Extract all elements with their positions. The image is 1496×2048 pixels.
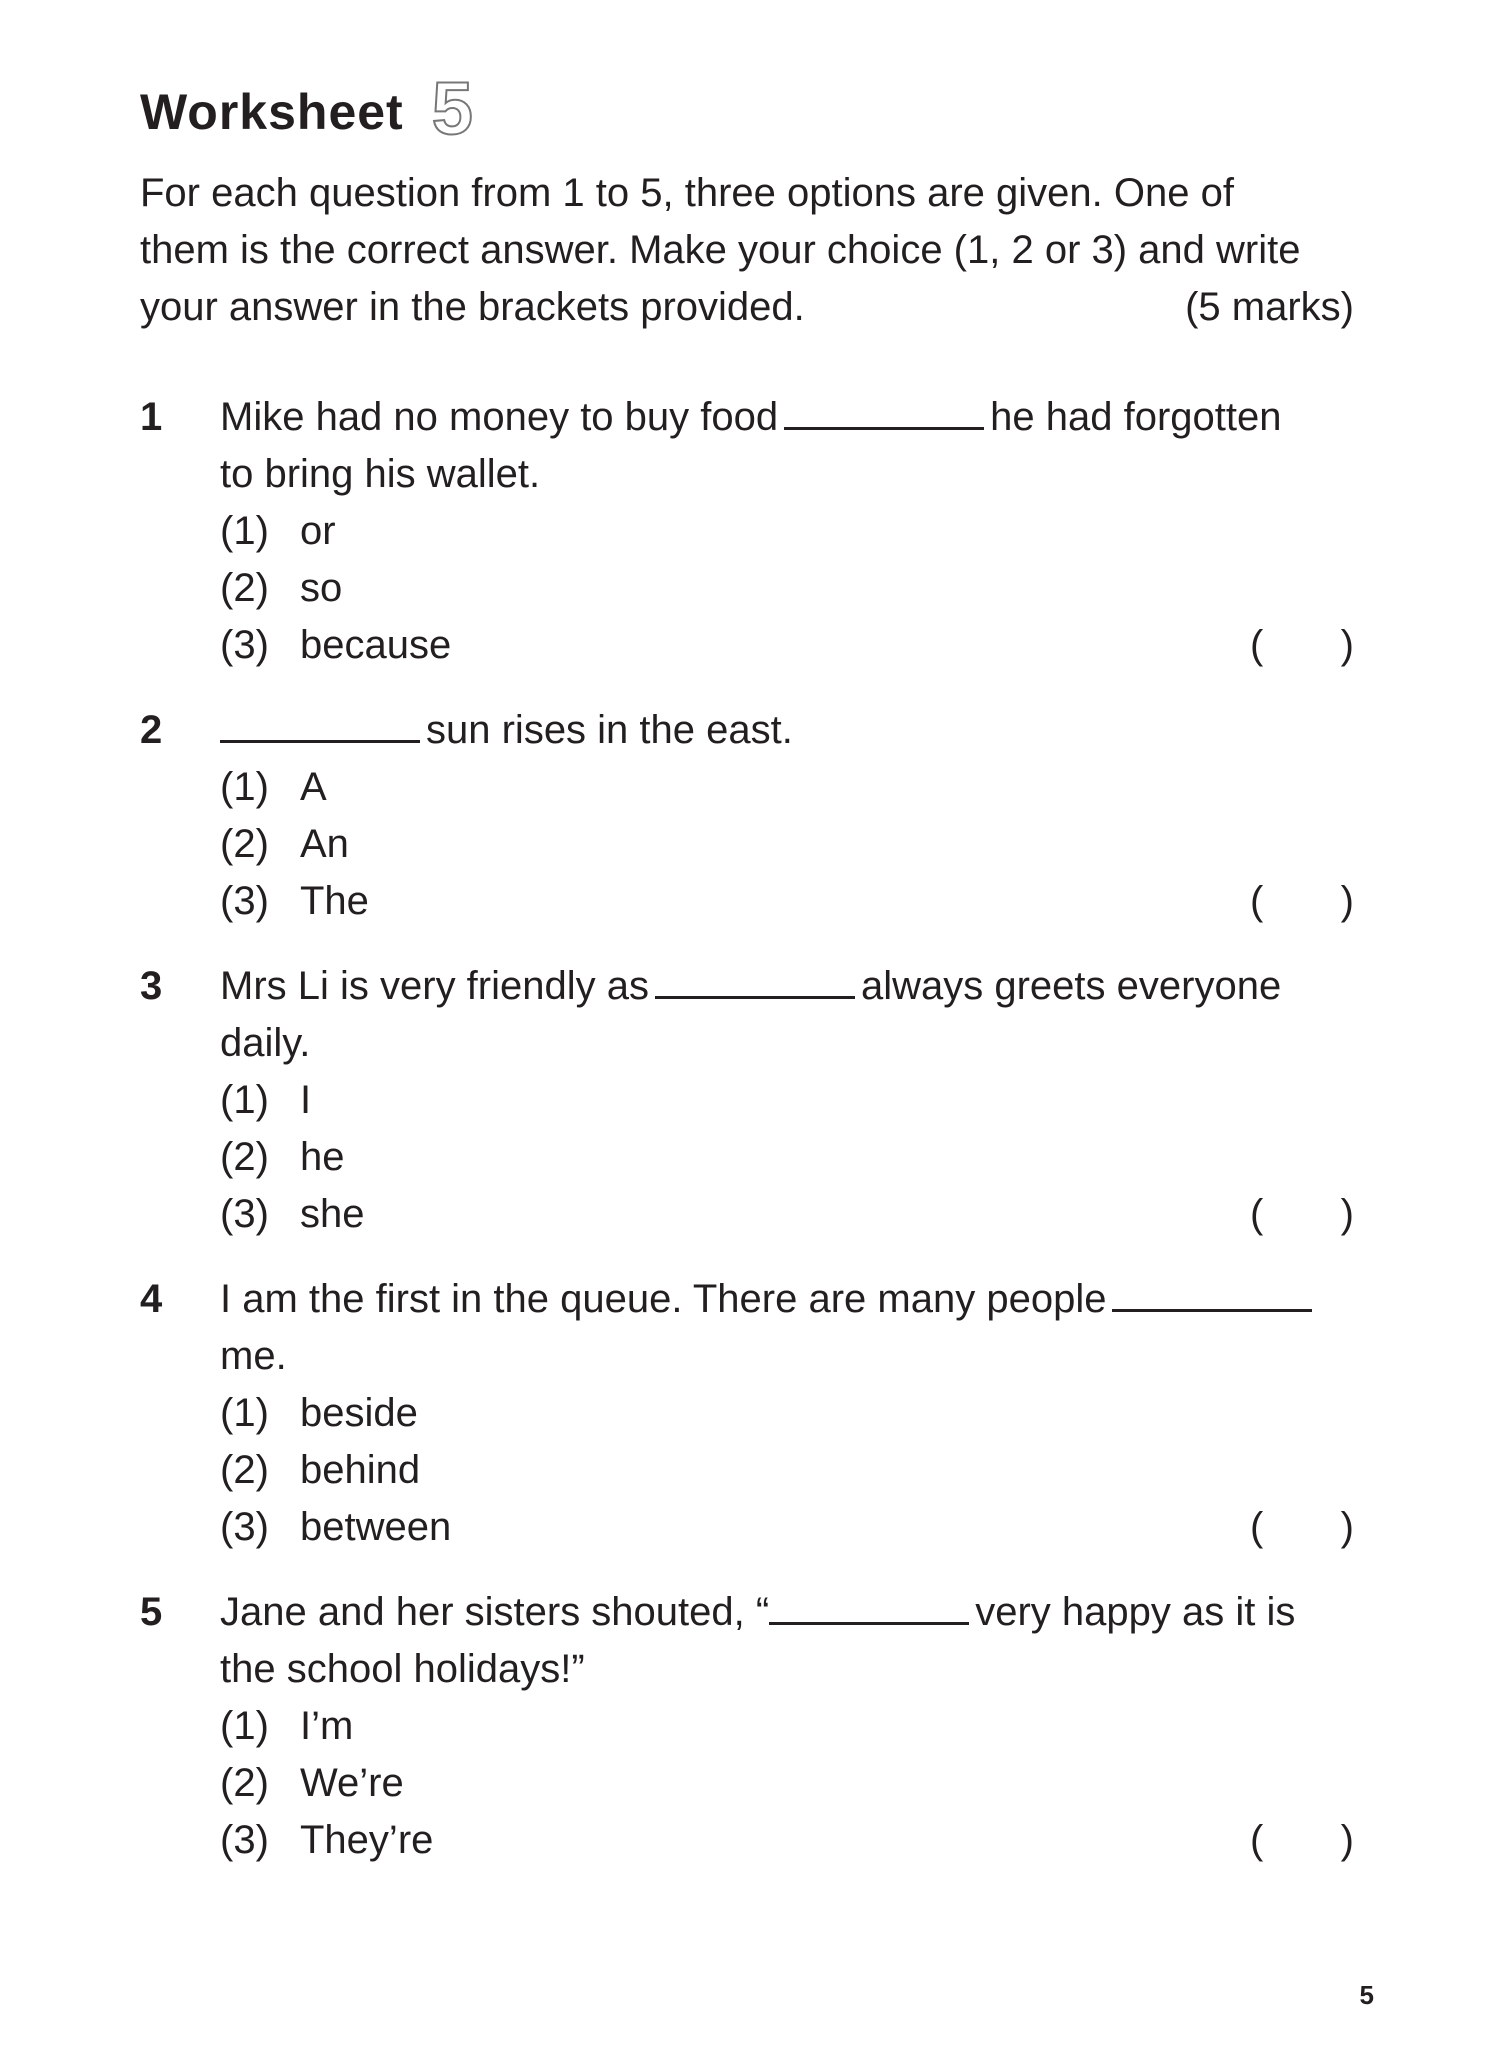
question-body bbox=[220, 1271, 1354, 1556]
question-stem bbox=[220, 958, 1354, 1015]
option-text: A bbox=[300, 765, 327, 809]
option-1 bbox=[220, 503, 1354, 560]
option-text: An bbox=[300, 822, 349, 866]
question-1 bbox=[140, 389, 1354, 674]
option-2 bbox=[220, 1755, 1354, 1812]
option-label: (3) bbox=[220, 1505, 269, 1549]
question-stem-continued: the school holidays!” bbox=[220, 1647, 585, 1691]
stem-before-text: Jane and her sisters shouted, “ bbox=[220, 1590, 770, 1634]
option-1 bbox=[220, 1072, 1354, 1129]
option-label: (2) bbox=[220, 822, 269, 866]
option-text: beside bbox=[300, 1391, 418, 1435]
question-stem-continued: daily. bbox=[220, 1021, 311, 1065]
instructions-line-3 bbox=[140, 279, 1354, 336]
option-text: so bbox=[300, 566, 343, 610]
question-5 bbox=[140, 1584, 1354, 1869]
title-word: Worksheet bbox=[140, 83, 404, 140]
answer-brackets[interactable] bbox=[1250, 617, 1354, 674]
bracket-open: ( bbox=[1250, 1818, 1264, 1862]
option-text: or bbox=[300, 509, 336, 553]
option-2 bbox=[220, 560, 1354, 617]
option-label: (2) bbox=[220, 1135, 269, 1179]
option-1 bbox=[220, 759, 1354, 816]
option-3 bbox=[220, 1812, 1354, 1869]
options-list bbox=[220, 503, 1354, 674]
option-3 bbox=[220, 1186, 1354, 1243]
bracket-open: ( bbox=[1250, 1192, 1264, 1236]
option-label: (1) bbox=[220, 509, 269, 553]
option-2 bbox=[220, 1129, 1354, 1186]
options-list bbox=[220, 759, 1354, 930]
bracket-close: ) bbox=[1340, 623, 1354, 667]
question-4 bbox=[140, 1271, 1354, 1556]
answer-blank[interactable] bbox=[784, 393, 984, 430]
answer-blank[interactable] bbox=[769, 1588, 969, 1625]
question-stem bbox=[220, 1584, 1354, 1641]
option-2 bbox=[220, 816, 1354, 873]
stem-after-text: always greets everyone bbox=[860, 964, 1282, 1008]
question-number: 5 bbox=[140, 1590, 163, 1634]
option-text: They’re bbox=[300, 1818, 434, 1862]
option-label: (2) bbox=[220, 1761, 269, 1805]
option-text: because bbox=[300, 623, 452, 667]
question-stem bbox=[220, 1271, 1354, 1328]
question-body bbox=[220, 389, 1354, 674]
bracket-open: ( bbox=[1250, 1505, 1264, 1549]
option-1 bbox=[220, 1385, 1354, 1442]
option-label: (3) bbox=[220, 1192, 269, 1236]
option-text: The bbox=[300, 879, 369, 923]
option-label: (1) bbox=[220, 1704, 269, 1748]
option-text: she bbox=[300, 1192, 365, 1236]
answer-brackets[interactable] bbox=[1250, 873, 1354, 930]
question-body bbox=[220, 702, 1354, 930]
option-label: (2) bbox=[220, 566, 269, 610]
page-number: 5 bbox=[1359, 1980, 1374, 2010]
instructions-text-3: your answer in the brackets provided. bbox=[140, 285, 805, 329]
option-text: between bbox=[300, 1505, 452, 1549]
stem-before-text: Mrs Li is very friendly as bbox=[220, 964, 649, 1008]
question-stem bbox=[220, 389, 1354, 446]
instructions-line-1 bbox=[140, 165, 1354, 222]
option-1 bbox=[220, 1698, 1354, 1755]
option-3 bbox=[220, 617, 1354, 674]
answer-brackets[interactable] bbox=[1250, 1499, 1354, 1556]
option-label: (3) bbox=[220, 1818, 269, 1862]
option-label: (1) bbox=[220, 1078, 269, 1122]
answer-blank[interactable] bbox=[220, 706, 420, 743]
answer-blank[interactable] bbox=[655, 962, 855, 999]
bracket-close: ) bbox=[1340, 879, 1354, 923]
answer-brackets[interactable] bbox=[1250, 1186, 1354, 1243]
option-label: (3) bbox=[220, 623, 269, 667]
question-3 bbox=[140, 958, 1354, 1243]
question-number: 3 bbox=[140, 964, 163, 1008]
stem-after-text: sun rises in the east. bbox=[426, 708, 793, 752]
question-2 bbox=[140, 702, 1354, 930]
stem-after-text: he had forgotten bbox=[990, 395, 1282, 439]
options-list bbox=[220, 1072, 1354, 1243]
question-stem-continued: to bring his wallet. bbox=[220, 452, 541, 496]
option-3 bbox=[220, 1499, 1354, 1556]
question-stem-continued: me. bbox=[220, 1334, 287, 1378]
answer-brackets[interactable] bbox=[1250, 1812, 1354, 1869]
question-body bbox=[220, 958, 1354, 1243]
question-number: 1 bbox=[140, 395, 163, 439]
option-label: (1) bbox=[220, 1391, 269, 1435]
bracket-close: ) bbox=[1340, 1505, 1354, 1549]
answer-blank[interactable] bbox=[1112, 1275, 1312, 1312]
bracket-close: ) bbox=[1340, 1192, 1354, 1236]
instructions-text-2: them is the correct answer. Make your choice (1, 2 or 3) and write bbox=[140, 228, 1301, 272]
question-number: 2 bbox=[140, 708, 163, 752]
stem-after-text: very happy as it is bbox=[975, 1590, 1296, 1634]
option-label: (2) bbox=[220, 1448, 269, 1492]
option-text: he bbox=[300, 1135, 345, 1179]
stem-before-text: Mike had no money to buy food bbox=[220, 395, 779, 439]
instructions-text-1: For each question from 1 to 5, three options are given. One of bbox=[140, 171, 1234, 215]
title-number: 5 bbox=[431, 67, 473, 150]
option-label: (1) bbox=[220, 765, 269, 809]
options-list bbox=[220, 1698, 1354, 1869]
option-2 bbox=[220, 1442, 1354, 1499]
option-text: I bbox=[300, 1078, 312, 1122]
stem-before-text: I am the first in the queue. There are many people bbox=[220, 1277, 1107, 1321]
option-text: I’m bbox=[300, 1704, 354, 1748]
bracket-open: ( bbox=[1250, 879, 1264, 923]
worksheet-title bbox=[140, 67, 473, 150]
marks-label: (5 marks) bbox=[1185, 285, 1354, 329]
bracket-close: ) bbox=[1340, 1818, 1354, 1862]
question-body bbox=[220, 1584, 1354, 1869]
option-text: behind bbox=[300, 1448, 421, 1492]
option-label: (3) bbox=[220, 879, 269, 923]
option-3 bbox=[220, 873, 1354, 930]
question-number: 4 bbox=[140, 1277, 163, 1321]
option-text: We’re bbox=[300, 1761, 404, 1805]
instructions bbox=[140, 165, 1354, 336]
instructions-line-2 bbox=[140, 222, 1354, 279]
question-stem bbox=[220, 702, 1354, 759]
options-list bbox=[220, 1385, 1354, 1556]
bracket-open: ( bbox=[1250, 623, 1264, 667]
